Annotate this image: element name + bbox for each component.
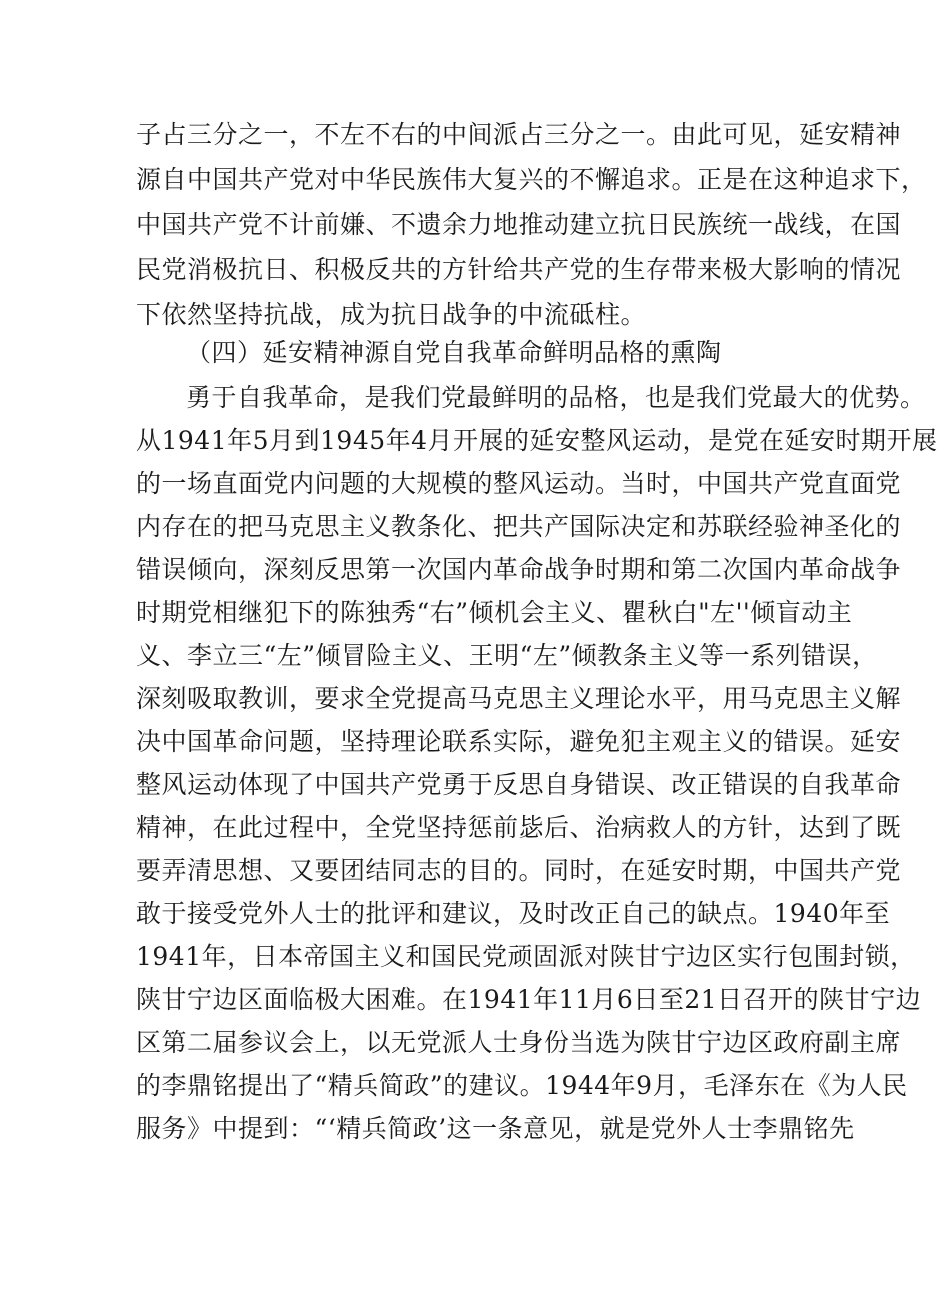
text-line: 源自中国共产党对中华民族伟大复兴的不懈追求。正是在这种追求下， [136, 165, 927, 194]
text-line: 从1941年5月到1945年4月开展的延安整风运动，是党在延安时期开展 [136, 426, 938, 455]
text-line: 1941年，日本帝国主义和国民党顽固派对陕甘宁边区实行包围封锁， [136, 942, 916, 971]
text-line: 区第二届参议会上，以无党派人士身份当选为陕甘宁边区政府副主席 [136, 1028, 902, 1057]
paragraph-first-line: 勇于自我革命，是我们党最鲜明的品格，也是我们党最大的优势。 [186, 383, 926, 412]
text-line: 错误倾向，深刻反思第一次国内革命战争时期和第二次国内革命战争 [136, 555, 902, 584]
text-line: 中国共产党不计前嫌、不遗余力地推动建立抗日民族统一战线，在国 [136, 210, 902, 239]
text-line: 时期党相继犯下的陈独秀“右”倾机会主义、瞿秋白"左''倾盲动主 [136, 598, 853, 627]
text-line: 的李鼎铭提出了“精兵简政”的建议。1944年9月，毛泽东在《为人民 [136, 1071, 908, 1100]
section-heading: （四）延安精神源自党自我革命鲜明品格的熏陶 [186, 338, 722, 367]
text-line: 子占三分之一，不左不右的中间派占三分之一。由此可见，延安精神 [136, 120, 902, 149]
text-line: 的一场直面党内问题的大规模的整风运动。当时，中国共产党直面党 [136, 469, 902, 498]
text-line: 精神，在此过程中，全党坚持惩前毖后、治病救人的方针，达到了既 [136, 813, 902, 842]
text-line: 下依然坚持抗战，成为抗日战争的中流砥柱。 [136, 300, 647, 329]
text-line: 义、李立三“左”倾冒险主义、王明“左”倾教条主义等一系列错误， [136, 641, 878, 670]
text-line: 内存在的把马克思主义教条化、把共产国际决定和苏联经验神圣化的 [136, 512, 902, 541]
text-line: 深刻吸取教训，要求全党提高马克思主义理论水平，用马克思主义解 [136, 684, 902, 713]
text-line: 陕甘宁边区面临极大困难。在1941年11月6日至21日召开的陕甘宁边 [136, 985, 922, 1014]
text-line: 整风运动体现了中国共产党勇于反思自身错误、改正错误的自我革命 [136, 770, 902, 799]
text-line: 服务》中提到：“‘精兵简政’这一条意见，就是党外人士李鼎铭先 [136, 1114, 855, 1143]
text-line: 民党消极抗日、积极反共的方针给共产党的生存带来极大影响的情况 [136, 255, 902, 284]
text-line: 敢于接受党外人士的批评和建议，及时改正自己的缺点。1940年至 [136, 899, 891, 928]
text-line: 决中国革命问题，坚持理论联系实际，避免犯主观主义的错误。延安 [136, 727, 902, 756]
text-line: 要弄清思想、又要团结同志的目的。同时，在延安时期，中国共产党 [136, 856, 902, 885]
